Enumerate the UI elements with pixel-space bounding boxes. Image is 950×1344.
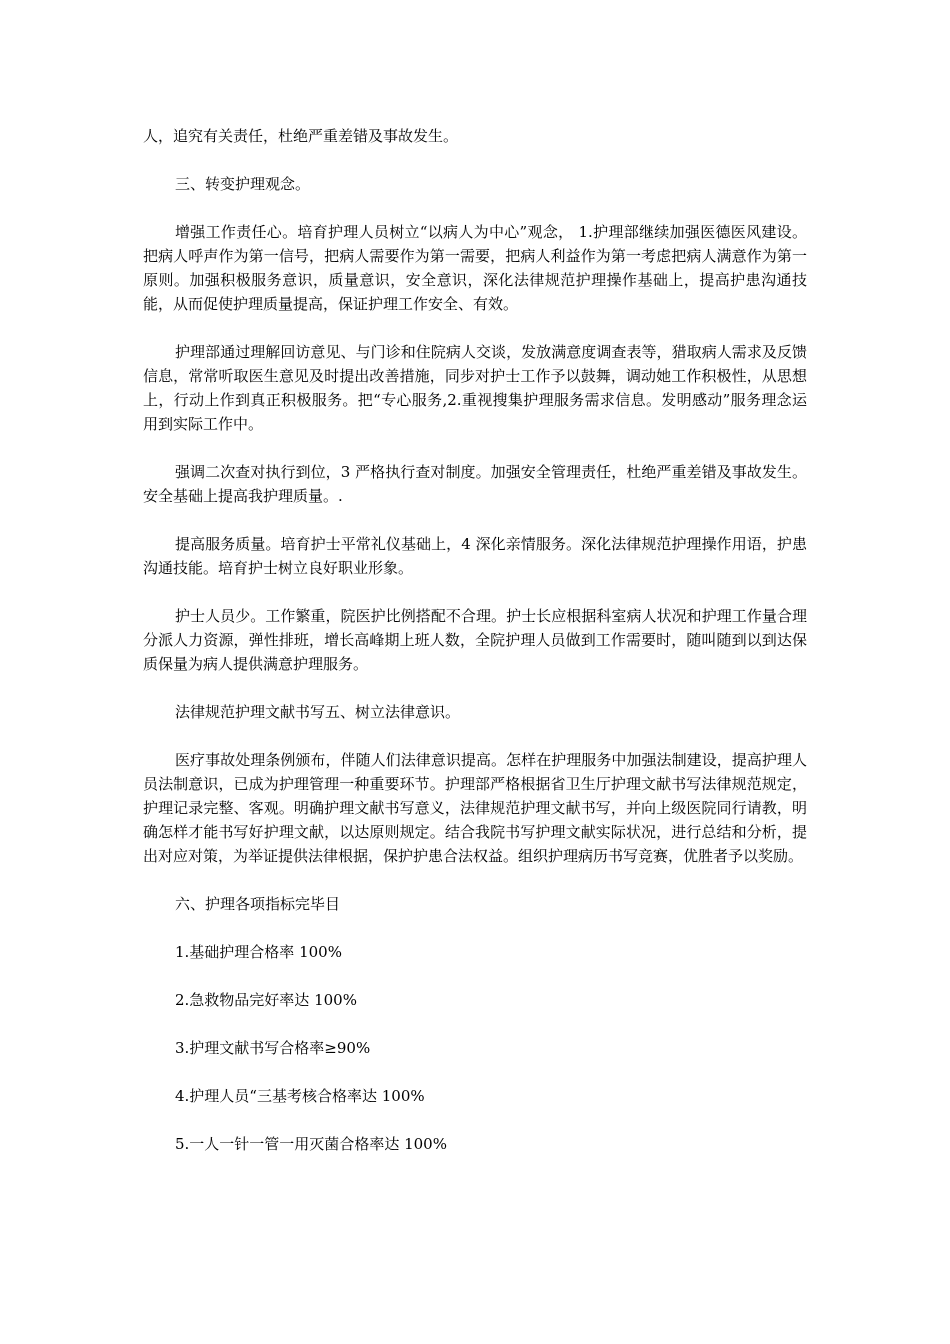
paragraph-responsibility: 增强工作责任心。培育护理人员树立“以病人为中心”观念， 1.护理部继续加强医德医风建设。把病人呼声作为第一信号，把病人需要作为第一需要，把病人利益作为第一考虑把病人满意作为第一原则。加强积极服务意识，质量意识，安全意识，深化法律规范护理操作基础上，提高护患沟通技能，从而促使护理质量提高，保证护理工作安全、有效。 — [143, 223, 807, 313]
target-item: 2.急救物品完好率达 100% — [175, 991, 357, 1009]
target-item: 3.护理文献书写合格率≥90% — [175, 1039, 371, 1057]
target-item: 1.基础护理合格率 100% — [175, 943, 342, 961]
paragraph-checking: 强调二次查对执行到位，3 严格执行查对制度。加强安全管理责任，杜绝严重差错及事故发生。安全基础上提高我护理质量。. — [143, 463, 807, 505]
section-heading-3: 三、转变护理观念。 — [175, 175, 311, 193]
section-heading-5: 法律规范护理文献书写五、树立法律意识。 — [175, 703, 461, 721]
paragraph-feedback: 护理部通过理解回访意见、与门诊和住院病人交谈，发放满意度调查表等，猎取病人需求及反馈信息，常常听取医生意见及时提出改善措施，同步对护士工作予以鼓舞，调动她工作积极性，从思想上，行动上作到真正积极服务。把“专心服务,2.重视搜集护理服务需求信息。发明感动”服务理念运用到实际工作中。 — [143, 343, 807, 433]
document-body — [143, 124, 807, 1180]
paragraph-staffing: 护士人员少。工作繁重，院医护比例搭配不合理。护士长应根据科室病人状况和护理工作量合理分派人力资源，弹性排班，增长高峰期上班人数，全院护理人员做到工作需要时，随叫随到以到达保质保量为病人提供满意护理服务。 — [143, 607, 807, 673]
target-item: 5.一人一针一管一用灭菌合格率达 100% — [175, 1135, 447, 1153]
target-item: 4.护理人员“三基考核合格率达 100% — [175, 1087, 425, 1105]
paragraph-continuation: 人，追究有关责任，杜绝严重差错及事故发生。 — [143, 127, 459, 145]
section-heading-6: 六、护理各项指标完毕目 — [175, 895, 341, 913]
paragraph-service-quality: 提高服务质量。培育护士平常礼仪基础上，4 深化亲情服务。深化法律规范护理操作用语，护患沟通技能。培育护士树立良好职业形象。 — [143, 535, 807, 577]
paragraph-legal-awareness: 医疗事故处理条例颁布，伴随人们法律意识提高。怎样在护理服务中加强法制建设，提高护理人员法制意识，已成为护理管理一种重要环节。护理部严格根据省卫生厅护理文献书写法律规范规定，护理记录完整、客观。明确护理文献书写意义，法律规范护理文献书写，并向上级医院同行请教，明确怎样才能书写好护理文献，以达原则规定。结合我院书写护理文献实际状况，进行总结和分析，提出对应对策，为举证提供法律根据，保护护患合法权益。组织护理病历书写竞赛，优胜者予以奖励。 — [143, 751, 807, 865]
